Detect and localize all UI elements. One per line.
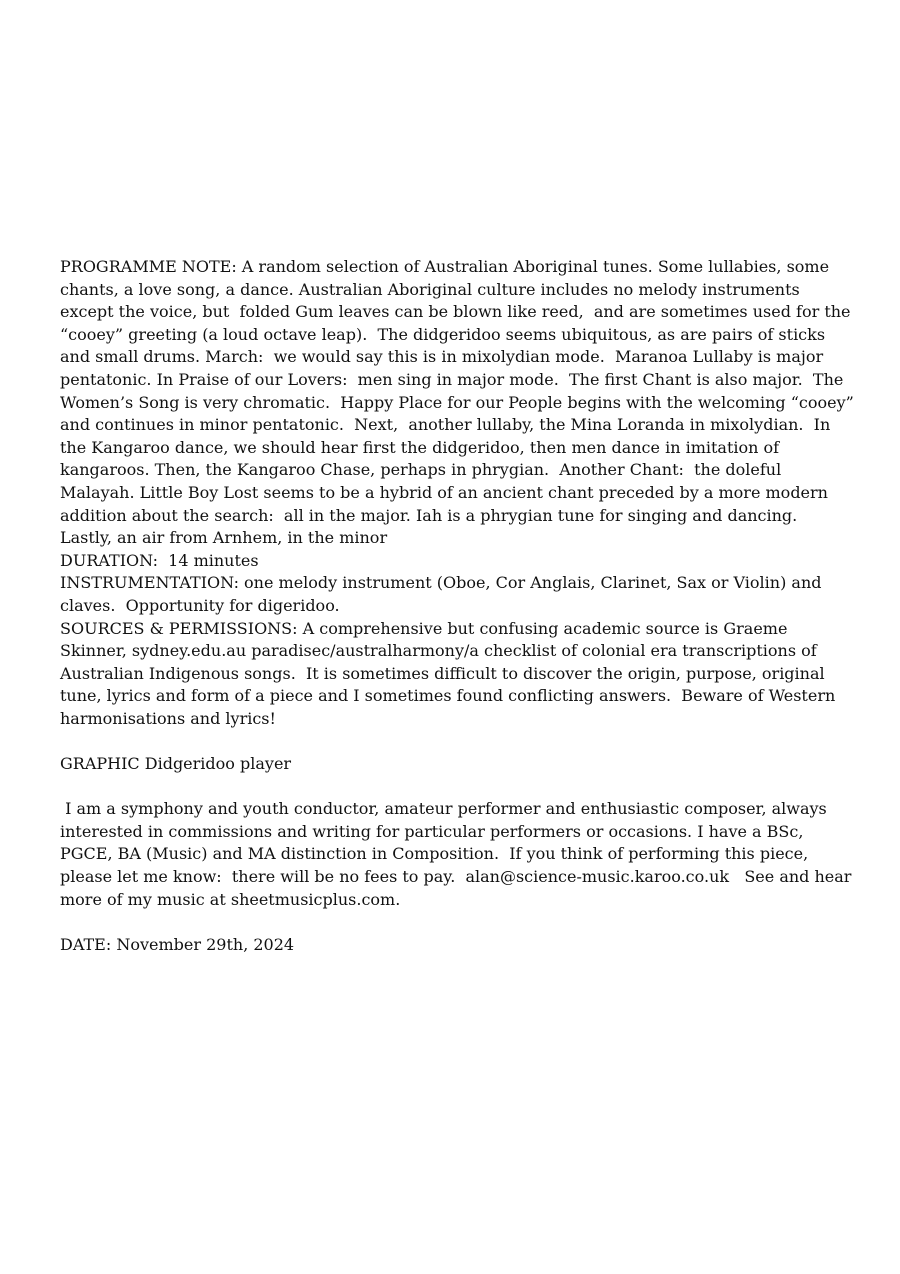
graphic-note (60, 753, 872, 776)
bio-line: PGCE, BA (Music) and MA distinction in Composition. If you think of performing this piece, (60, 844, 809, 864)
sources-line: SOURCES & PERMISSIONS: A comprehensive but confusing academic source is Graeme (60, 618, 788, 638)
bio-line: please let me know: there will be no fees to pay. alan@science-music.karoo.co.uk See and hear (60, 867, 852, 887)
programme-note-line: chants, a love song, a dance. Australian Aboriginal culture includes no melody instruments (60, 279, 800, 299)
paragraph-gap (60, 911, 872, 934)
programme-note-line: addition about the search: all in the major. Iah is a phrygian tune for singing and dancing. (60, 505, 798, 525)
bio-line: interested in commissions and writing for particular performers or occasions. I have a BSc, (60, 821, 804, 841)
instrumentation-paragraph (60, 572, 872, 617)
programme-note-line: pentatonic. In Praise of our Lovers: men sing in major mode. The first Chant is also major. The (60, 369, 844, 389)
sources-line: Australian Indigenous songs. It is sometimes difficult to discover the origin, purpose, original (60, 663, 825, 683)
sources-paragraph (60, 618, 872, 731)
date-line (60, 934, 872, 957)
programme-note-paragraph (60, 256, 872, 550)
programme-note-line: except the voice, but folded Gum leaves can be blown like reed, and are sometimes used for the (60, 302, 851, 322)
paragraph-gap (60, 730, 872, 753)
programme-note-line: the Kangaroo dance, we should hear first the didgeridoo, then men dance in imitation of (60, 437, 780, 457)
duration-text: DURATION: 14 minutes (60, 550, 259, 570)
programme-note-line: PROGRAMME NOTE: A random selection of Australian Aboriginal tunes. Some lullabies, some (60, 257, 830, 276)
graphic-text: GRAPHIC Didgeridoo player (60, 754, 292, 774)
programme-note-line: and small drums. March: we would say this is in mixolydian mode. Maranoa Lullaby is major (60, 347, 824, 367)
paragraph-gap (60, 776, 872, 799)
programme-note-line: “cooey” greeting (a loud octave leap). The didgeridoo seems ubiquitous, as are pairs of sticks (60, 324, 826, 344)
programme-note-line: Lastly, an air from Arnhem, in the minor (60, 528, 388, 548)
bio-line: more of my music at sheetmusicplus.com. (60, 889, 401, 909)
bio-line: I am a symphony and youth conductor, amateur performer and enthusiastic composer, always (60, 799, 827, 819)
sources-line: tune, lyrics and form of a piece and I sometimes found conflicting answers. Beware of Western (60, 686, 836, 706)
programme-note-line: kangaroos. Then, the Kangaroo Chase, perhaps in phrygian. Another Chant: the doleful (60, 460, 782, 480)
programme-note-line: and continues in minor pentatonic. Next, another lullaby, the Mina Loranda in mixolydian. In (60, 415, 831, 435)
duration-line (60, 550, 872, 573)
sources-line: harmonisations and lyrics! (60, 708, 276, 728)
programme-note-block (60, 256, 872, 956)
programme-note-line: Women’s Song is very chromatic. Happy Place for our People begins with the welcoming “cooey” (60, 392, 854, 412)
programme-note-line: Malayah. Little Boy Lost seems to be a hybrid of an ancient chant preceded by a more modern (60, 482, 828, 502)
date-text: DATE: November 29th, 2024 (60, 934, 295, 954)
sources-line: Skinner, sydney.edu.au paradisec/australharmony/a checklist of colonial era transcriptions of (60, 641, 817, 661)
instrumentation-line: INSTRUMENTATION: one melody instrument (Oboe, Cor Anglais, Clarinet, Sax or Violin) and (60, 573, 822, 593)
instrumentation-line: claves. Opportunity for digeridoo. (60, 595, 340, 615)
bio-paragraph (60, 798, 872, 911)
